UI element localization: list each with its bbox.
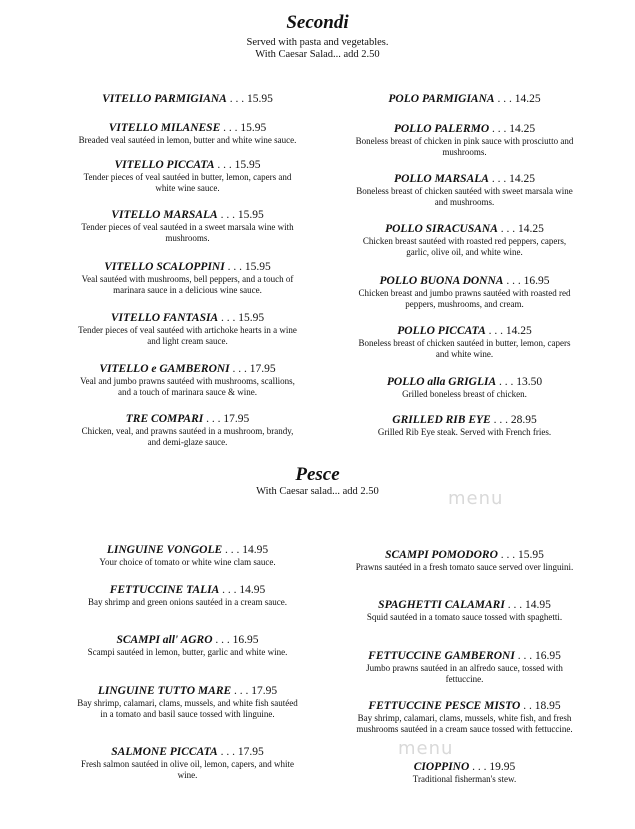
menu-item-name: VITELLO PICCATA [114,159,215,171]
menu-item-description: Chicken, veal, and prawns sautéed in a mushroom, brandy, and demi-glaze sauce. [81,426,294,447]
menu-item [75,543,300,568]
menu-item-description: Tender pieces of veal sautéed in a sweet marsala wine with mushrooms. [81,222,294,243]
menu-item [75,362,300,397]
secondi-subtitle-pasta: Served with pasta and vegetables. [246,37,389,48]
menu-item-price: 17.95 [223,413,250,425]
menu-item [352,324,577,359]
menu-item-name: VITELLO e GAMBERONI [99,363,230,375]
menu-item [75,633,300,658]
menu-item [75,583,300,608]
watermark-text: menu [398,738,454,759]
menu-item-name: GRILLED RIB EYE [392,414,491,426]
menu-item-price: 16.95 [534,650,561,662]
menu-item-name: TRE COMPARI [125,413,204,425]
menu-item-description: Bay shrimp, calamari, clams, mussels, and white fish sautéed in a tomato and basil sauce tossed with linguine. [77,698,298,719]
menu-item-header [352,699,577,713]
menu-item-description: Boneless breast of chicken sautéed with sweet marsala wine and mushrooms. [356,186,573,207]
menu-item-dots: . . . [203,413,224,425]
menu-item [75,121,300,146]
menu-item-name: SCAMPI all' AGRO [116,634,213,646]
menu-item [75,684,300,719]
menu-item-dots: . . . [497,549,519,561]
menu-item-header [75,583,300,597]
menu-item-dots: . . . [494,93,515,105]
menu-item [75,208,300,243]
menu-item [75,260,300,295]
menu-item-name: VITELLO MARSALA [111,209,218,221]
menu-item-price: 14.95 [239,584,266,596]
menu-item-name: VITELLO MILANESE [108,122,221,134]
menu-item-header [75,92,300,106]
menu-item-name: POLO PARMIGIANA [388,93,495,105]
menu-item-description: Grilled Rib Eye steak. Served with French fries. [377,427,552,437]
menu-item [352,274,577,309]
menu-item-name: POLLO MARSALA [394,173,489,185]
menu-item-name: FETTUCCINE PESCE MISTO [368,700,521,712]
menu-item-dots: . . . [218,312,239,324]
menu-item-dots: . . . [226,93,247,105]
menu-item-header [75,362,300,376]
menu-item-name: POLLO alla GRIGLIA [386,376,497,388]
menu-item [352,699,577,734]
menu-item-description: Fresh salmon sautéed in olive oil, lemon, capers, and white wine. [81,759,294,780]
menu-item-header [352,598,577,612]
menu-item-dots: . . . [217,746,238,758]
menu-item-dots: . . . [217,209,238,221]
menu-item-header [352,274,577,288]
menu-item-description: Traditional fisherman's stew. [412,774,517,784]
menu-item-price: 14.25 [505,325,532,337]
menu-item-description: Veal and jumbo prawns sautéed with mushrooms, scallions, and a touch of marinara sauce & wine. [80,376,295,397]
menu-item-description: Bay shrimp, calamari, clams, mussels, white fish, and fresh mushrooms sautéed in a cream sauce tossed with fettuccine. [356,713,573,734]
menu-item-description: Breaded veal sautéed in lemon, butter and white wine sauce. [78,135,297,145]
menu-item-price: 14.95 [242,544,269,556]
menu-item-dots: . . . [214,159,235,171]
menu-item-header [352,172,577,186]
menu-item-price: 14.95 [524,599,551,611]
menu-item-dots: . . [520,700,535,712]
menu-item [352,172,577,207]
menu-item-name: SCAMPI POMODORO [385,549,498,561]
menu-item-price: 15.95 [238,312,265,324]
menu-item-description: Tender pieces of veal sautéed in butter, lemon, capers and white wine sauce. [83,172,292,193]
menu-item [352,375,577,400]
menu-item-header [75,121,300,135]
pesce-title: Pesce [295,464,340,485]
menu-item [75,158,300,193]
menu-item-header [75,208,300,222]
menu-item-dots: . . . [222,544,243,556]
menu-item-description: Tender pieces of veal sautéed with artichoke hearts in a wine and light cream sauce. [78,325,297,346]
menu-item-price: 19.95 [489,761,516,773]
menu-item-name: POLLO PALERMO [393,123,490,135]
menu-item [352,760,577,785]
menu-item-name: LINGUINE VONGOLE [106,544,223,556]
menu-item-price: 14.25 [514,93,541,105]
pesce-subtitle: With Caesar salad... add 2.50 [256,486,379,497]
menu-item-description: Chicken breast and jumbo prawns sautéed with roasted red peppers, mushrooms, and cream. [358,288,571,309]
menu-item-name: POLLO BUONA DONNA [379,275,504,287]
menu-item-description: Grilled boneless breast of chicken. [402,389,527,399]
menu-item-price: 16.95 [523,275,550,287]
menu-item-header [352,548,577,562]
menu-item-price: 17.95 [237,746,264,758]
menu-item-description: Bay shrimp and green onions sautéed in a cream sauce. [88,597,287,607]
menu-item-dots: . . . [496,376,517,388]
menu-item-price: 15.95 [246,93,273,105]
menu-item-header [75,260,300,274]
menu-item-dots: . . . [231,685,252,697]
menu-item [352,548,577,573]
menu-item-header [352,413,577,427]
menu-item-header [352,324,577,338]
menu-item-dots: . . . [212,634,233,646]
menu-item [352,598,577,623]
menu-item-header [352,375,577,389]
menu-item-price: 17.95 [251,685,278,697]
menu-item [352,222,577,257]
menu-item-header [75,684,300,698]
menu-item-description: Boneless breast of chicken sautéed in butter, lemon, capers and white wine. [358,338,571,359]
watermark-text: menu [448,488,504,509]
menu-item-name: POLLO PICCATA [397,325,486,337]
menu-item-dots: . . . [488,173,510,185]
menu-item-header [352,649,577,663]
menu-item-header [75,311,300,325]
menu-item-name: VITELLO PARMIGIANA [102,93,227,105]
menu-item-name: POLLO SIRACUSANA [385,223,498,235]
menu-item-price: 15.95 [234,159,261,171]
menu-item-price: 14.25 [509,123,536,135]
menu-item [352,649,577,684]
menu-item-price: 15.95 [237,209,264,221]
menu-item [352,413,577,438]
menu-item-name: SALMONE PICCATA [111,746,218,758]
menu-item-dots: . . . [514,650,535,662]
menu-item-price: 15.95 [244,261,271,273]
menu-item-price: 18.95 [534,700,561,712]
menu-item-price: 28.95 [510,414,537,426]
menu-item-header [75,745,300,759]
menu-item-price: 16.95 [232,634,259,646]
menu-item [352,92,577,106]
menu-item-dots: . . . [504,599,525,611]
menu-item-header [352,92,577,106]
menu-item-header [352,760,577,774]
menu-item-description: Chicken breast sautéed with roasted red peppers, capers, garlic, olive oil, and white wine. [362,236,567,257]
menu-item-name: SPAGHETTI CALAMARI [378,599,505,611]
menu-item-header [75,543,300,557]
menu-item-dots: . . . [469,761,490,773]
menu-item-header [352,222,577,236]
menu-item-description: Boneless breast of chicken in pink sauce with prosciutto and mushrooms. [355,136,574,157]
menu-item-description: Squid sautéed in a tomato sauce tossed with spaghetti. [366,612,563,622]
menu-item-price: 15.95 [240,122,267,134]
menu-item-dots: . . . [489,123,510,135]
menu-item-header [75,158,300,172]
menu-item-dots: . . . [497,223,519,235]
menu-item-name: LINGUINE TUTTO MARE [97,685,232,697]
menu-item-description: Scampi sautéed in lemon, butter, garlic and white wine. [87,647,288,657]
menu-item-header [75,633,300,647]
menu-item-dots: . . . [219,584,240,596]
menu-item-name: FETTUCCINE TALIA [109,584,220,596]
menu-item [75,412,300,447]
menu-item-dots: . . . [503,275,524,287]
menu-item-description: Prawns sautéed in a fresh tomato sauce served over linguini. [355,562,574,572]
menu-item-name: VITELLO SCALOPPINI [104,261,225,273]
menu-item-dots: . . . [220,122,241,134]
menu-item-name: VITELLO FANTASIA [110,312,219,324]
menu-item-description: Veal sautéed with mushrooms, bell peppers, and a touch of marinara sauce in a delicious wine sauce. [81,274,294,295]
menu-item-name: FETTUCCINE GAMBERONI [368,650,515,662]
menu-item-dots: . . . [485,325,506,337]
menu-item [352,122,577,157]
menu-item-dots: . . . [229,363,250,375]
menu-item-price: 14.25 [509,173,535,185]
menu-item [75,745,300,780]
menu-item-price: 13.50 [516,376,543,388]
menu-item-description: Jumbo prawns sautéed in an alfredo sauce, tossed with fettuccine. [366,663,563,684]
menu-item-name: CIOPPINO [413,761,470,773]
menu-item-price: 17.95 [249,363,276,375]
menu-item-price: 14.25 [518,223,544,235]
menu-item [75,92,300,106]
secondi-subtitle-salad: With Caesar Salad... add 2.50 [255,49,380,60]
secondi-title: Secondi [286,12,349,33]
menu-item-dots: . . . [224,261,245,273]
menu-item-header [75,412,300,426]
menu-item-description: Your choice of tomato or white wine clam sauce. [99,557,276,567]
menu-item-price: 15.95 [518,549,544,561]
menu-item-dots: . . . [490,414,511,426]
menu-item [75,311,300,346]
menu-item-header [352,122,577,136]
